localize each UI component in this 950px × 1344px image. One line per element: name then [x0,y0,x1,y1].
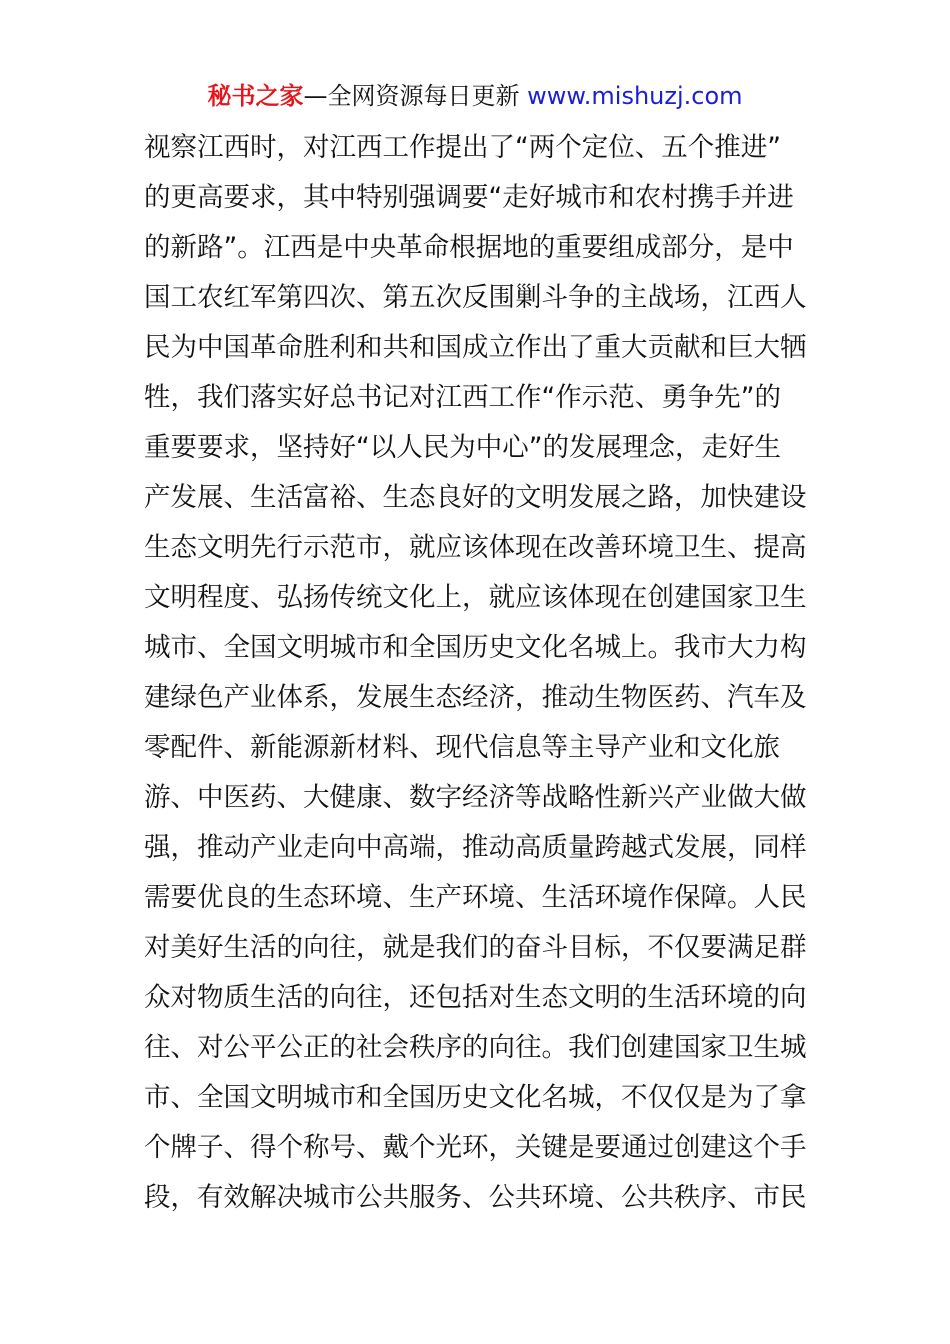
header-tagline: —全网资源每日更新 [303,82,528,110]
text-line: 众对物质生活的向往，还包括对生态文明的生活环境的向 [144,982,807,1013]
text-line: 强，推动产业走向中高端，推动高质量跨越式发展，同样 [144,832,807,863]
text-line: 的新路”。江西是中央革命根据地的重要组成部分，是中 [144,232,794,263]
text-line: 产发展、生活富裕、生态良好的文明发展之路，加快建设 [144,482,807,513]
text-line: 的更高要求，其中特别强调要“走好城市和农村携手并进 [144,182,794,213]
text-line: 生态文明先行示范市，就应该体现在改善环境卫生、提高 [144,532,807,563]
text-line: 市、全国文明城市和全国历史文化名城，不仅仅是为了拿 [144,1082,807,1113]
page-header [0,78,950,114]
text-line: 个牌子、得个称号、戴个光环，关键是要通过创建这个手 [144,1132,807,1163]
text-line: 需要优良的生态环境、生产环境、生活环境作保障。人民 [144,882,807,913]
text-line: 民为中国革命胜利和共和国成立作出了重大贡献和巨大牺 [144,332,807,363]
text-line: 建绿色产业体系，发展生态经济，推动生物医药、汽车及 [144,682,807,713]
text-line: 牲，我们落实好总书记对江西工作“作示范、勇争先”的 [144,382,781,413]
text-line: 视察江西时，对江西工作提出了“两个定位、五个推进” [144,132,781,163]
text-line: 国工农红军第四次、第五次反围剿斗争的主战场，江西人 [144,282,807,313]
text-line: 零配件、新能源新材料、现代信息等主导产业和文化旅 [144,732,780,763]
header-url[interactable]: www.mishuzj.com [527,82,743,110]
text-line: 游、中医药、大健康、数字经济等战略性新兴产业做大做 [144,782,807,813]
body-paragraph [144,123,814,1223]
text-line: 对美好生活的向往，就是我们的奋斗目标，不仅要满足群 [144,932,807,963]
text-line: 段，有效解决城市公共服务、公共环境、公共秩序、市民 [144,1182,807,1213]
text-line: 重要要求，坚持好“以人民为中心”的发展理念，走好生 [144,432,781,463]
text-line: 文明程度、弘扬传统文化上，就应该体现在创建国家卫生 [144,582,807,613]
text-line: 往、对公平公正的社会秩序的向往。我们创建国家卫生城 [144,1032,807,1063]
text-line: 城市、全国文明城市和全国历史文化名城上。我市大力构 [144,632,807,663]
header-brand: 秘书之家 [207,82,304,110]
